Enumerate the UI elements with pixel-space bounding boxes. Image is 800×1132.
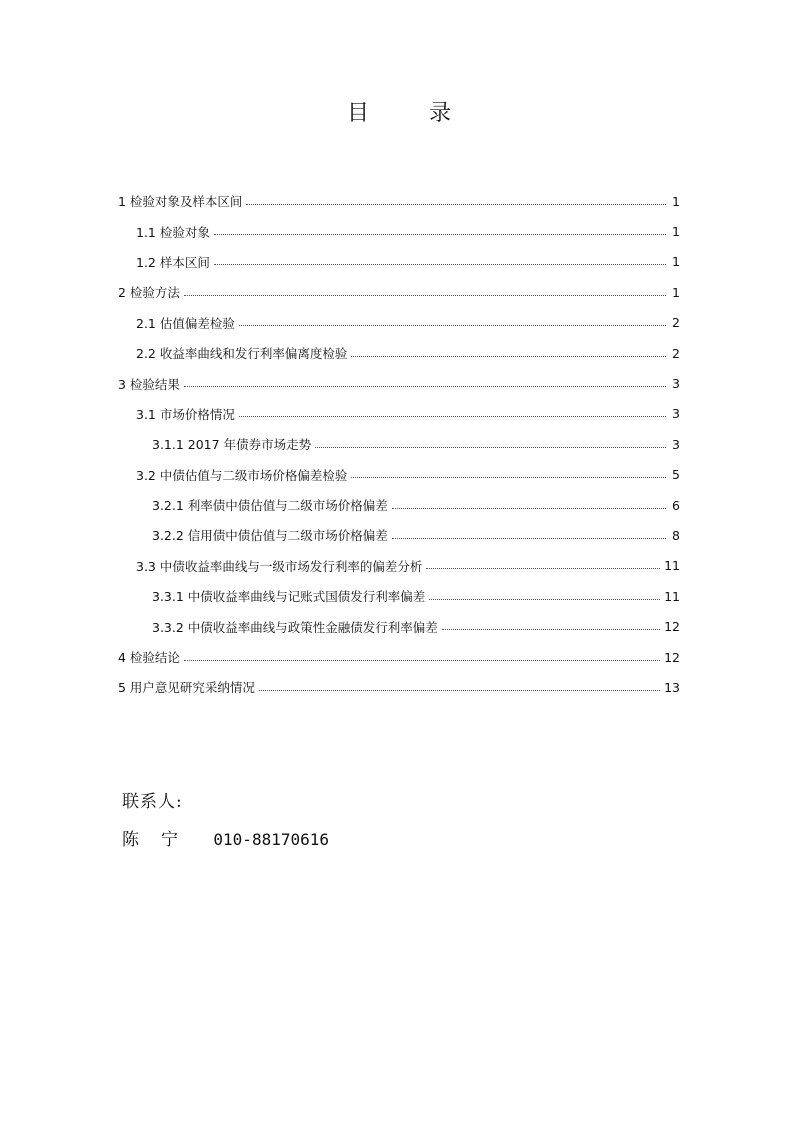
toc-entry-page: 2 [672,345,680,361]
toc-entry-label: 3.3.1 中债收益率曲线与记账式国债发行利率偏差 [152,589,426,605]
toc-entry-label: 3 检验结果 [118,376,180,392]
toc-entry-page: 8 [672,527,680,543]
toc-leader-dots [239,325,666,326]
toc-entry-label: 5 用户意见研究采纳情况 [118,680,255,696]
toc-entry-page: 11 [664,588,680,604]
toc-leader-dots [214,264,666,265]
toc-leader-dots [184,660,660,661]
toc-entry-label: 1 检验对象及样本区间 [118,194,243,210]
toc-entry[interactable] [118,368,680,398]
toc-entry-page: 13 [664,679,680,695]
toc-entry[interactable] [118,551,680,581]
toc-entry-page: 6 [672,497,680,513]
toc-entry-label: 2.1 估值偏差检验 [136,315,235,331]
toc-entry[interactable] [118,186,680,216]
toc-entry-page: 11 [664,558,680,574]
toc-entry-label: 3.1.1 2017 年债券市场走势 [152,437,312,453]
toc-leader-dots [239,416,666,417]
toc-entry[interactable] [118,672,680,702]
toc-entry-page: 2 [672,315,680,331]
toc-entry-label: 2.2 收益率曲线和发行利率偏离度检验 [136,346,348,362]
toc-entry-page: 5 [672,467,680,483]
toc-leader-dots [184,295,666,296]
toc-leader-dots [442,629,660,630]
toc-entry-label: 2 检验方法 [118,285,180,301]
toc-entry[interactable] [118,429,680,459]
toc-leader-dots [214,234,666,235]
toc-entry[interactable] [118,247,680,277]
toc-entry-page: 1 [672,193,680,209]
toc-leader-dots [184,386,666,387]
toc-entry-page: 3 [672,436,680,452]
toc-entry-page: 12 [664,619,680,635]
toc-entry-page: 3 [672,376,680,392]
toc-entry[interactable] [118,308,680,338]
toc-entry-page: 3 [672,406,680,422]
toc-entry-page: 1 [672,224,680,240]
toc-entry[interactable] [118,490,680,520]
toc-leader-dots [246,204,666,205]
toc-entry-label: 3.2.1 利率债中债估值与二级市场价格偏差 [152,498,388,514]
toc-entry[interactable] [118,581,680,611]
page-title [0,96,800,127]
toc-entry[interactable] [118,277,680,307]
toc-leader-dots [259,690,660,691]
toc-entry-label: 3.2 中债估值与二级市场价格偏差检验 [136,467,348,483]
page-title-part2: 录 [429,101,454,126]
toc-entry-page: 12 [664,649,680,665]
contact-block [122,794,329,849]
toc-entry[interactable] [118,611,680,641]
toc-leader-dots [429,599,660,600]
toc-leader-dots [392,538,666,539]
contact-label: 联系人: [122,792,183,812]
toc-entry-label: 3.3 中债收益率曲线与一级市场发行利率的偏差分析 [136,558,423,574]
contact-line [122,832,329,849]
toc-entry[interactable] [118,216,680,246]
page-title-part1: 目 [346,101,371,126]
toc-entry-label: 3.3.2 中债收益率曲线与政策性金融债发行利率偏差 [152,619,438,635]
toc-entry-label: 1.2 样本区间 [136,254,210,270]
toc-entry-page: 1 [672,284,680,300]
toc-entry-label: 3.1 市场价格情况 [136,406,235,422]
toc-entry[interactable] [118,460,680,490]
toc-leader-dots [426,568,660,569]
contact-phone: 010-88170616 [213,830,329,849]
toc-entry[interactable] [118,399,680,429]
table-of-contents [118,186,680,703]
toc-leader-dots [351,477,666,478]
toc-entry-page: 1 [672,254,680,270]
toc-entry-label: 3.2.2 信用债中债估值与二级市场价格偏差 [152,528,388,544]
toc-entry-label: 1.1 检验对象 [136,224,210,240]
toc-entry[interactable] [118,338,680,368]
toc-entry[interactable] [118,520,680,550]
toc-leader-dots [351,356,666,357]
toc-leader-dots [315,447,666,448]
toc-entry-label: 4 检验结论 [118,650,180,666]
toc-entry[interactable] [118,642,680,672]
contact-name: 陈宁 [122,830,200,850]
toc-leader-dots [392,508,666,509]
